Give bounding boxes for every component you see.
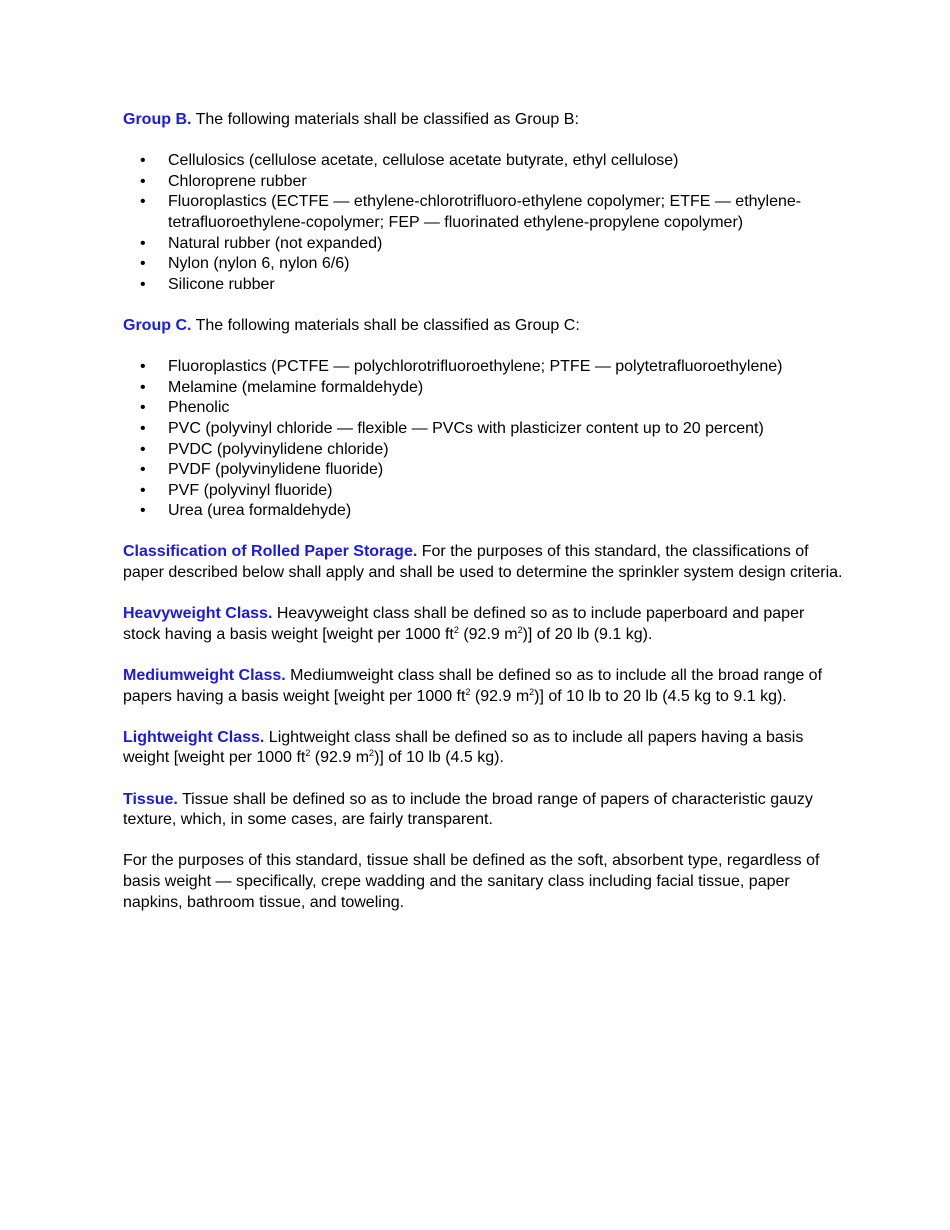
superscript: 2 — [305, 748, 311, 759]
list-item — [123, 460, 843, 481]
heavyweight-heading: Heavyweight Class. — [123, 605, 273, 623]
list-item-text: Fluoroplastics (PCTFE — polychlorotrifluoroethylene; PTFE — polytetrafluoroethylene) — [168, 358, 783, 376]
bullet-icon: • — [140, 440, 146, 458]
tissue-text: Tissue shall be defined so as to include the broad range of papers of characteristic gauzy texture, which, in some cases, are fairly transparent. — [123, 790, 813, 829]
bullet-icon: • — [140, 172, 146, 190]
list-item-text: PVDF (polyvinylidene fluoride) — [168, 461, 384, 479]
list-item-text: Chloroprene rubber — [168, 172, 307, 190]
heavyweight-text-a: Heavyweight class shall be defined so as to include paperboard and paper stock having a basis weight [weight per 1000 ft — [123, 605, 805, 643]
bullet-icon: • — [140, 358, 146, 376]
lightweight-text-c: )] of 10 lb (4.5 kg). — [374, 749, 504, 767]
list-item — [123, 398, 843, 419]
tissue-note-paragraph: For the purposes of this standard, tissue shall be defined as the soft, absorbent type, regardless of basis weight — specifically, crepe wadding and the sanitary class including facial tissue, paper napkins, bathroom tissue, and toweling. — [123, 852, 820, 911]
lightweight-paragraph — [123, 728, 843, 769]
group-b-paragraph — [123, 110, 843, 131]
list-item-text: Cellulosics (cellulose acetate, cellulose acetate butyrate, ethyl cellulose) — [168, 152, 679, 170]
list-item — [123, 172, 843, 193]
bullet-icon: • — [140, 193, 146, 211]
bullet-icon: • — [140, 234, 146, 252]
superscript: 2 — [529, 686, 535, 697]
mediumweight-text-b: (92.9 m — [470, 687, 530, 705]
lightweight-text-b: (92.9 m — [310, 749, 370, 767]
list-item — [123, 481, 843, 502]
list-item — [123, 275, 843, 296]
rolled-paper-text: For the purposes of this standard, the classifications of paper described below shall apply and shall be used to determine the sprinkler system design criteria. — [123, 543, 843, 582]
bullet-icon: • — [140, 461, 146, 479]
list-item-text: PVC (polyvinyl chloride — flexible — PVCs with plasticizer content up to 20 percent) — [168, 419, 764, 437]
list-item — [123, 357, 843, 378]
list-item — [123, 501, 843, 522]
list-item-text: PVDC (polyvinylidene chloride) — [168, 440, 389, 458]
list-item-text: Phenolic — [168, 399, 230, 417]
list-item — [123, 254, 843, 275]
bullet-icon: • — [140, 481, 146, 499]
list-item — [123, 151, 843, 172]
heavyweight-text-b: (92.9 m — [458, 625, 518, 643]
list-item — [123, 419, 843, 440]
rolled-paper-heading: Classification of Rolled Paper Storage. — [123, 543, 418, 561]
list-item — [123, 440, 843, 461]
list-item-text: Silicone rubber — [168, 275, 275, 293]
mediumweight-text-a: Mediumweight class shall be defined so as to include all the broad range of papers having a basis weight [weight per 1000 ft — [123, 667, 823, 705]
list-item-text: Fluoroplastics (ECTFE — ethylene-chlorotrifluoro-ethylene copolymer; ETFE — ethylene-tetrafluoroethylene-copolymer; FEP — fluorinated ethylene-propylene copolymer) — [168, 193, 802, 231]
tissue-heading: Tissue. — [123, 790, 178, 808]
bullet-icon: • — [140, 152, 146, 170]
group-b-list — [123, 151, 843, 295]
heavyweight-text-c: )] of 20 lb (9.1 kg). — [522, 625, 653, 643]
superscript: 2 — [465, 686, 471, 697]
rolled-paper-paragraph — [123, 542, 843, 583]
group-b-heading: Group B. — [123, 111, 192, 128]
list-item-text: PVF (polyvinyl fluoride) — [168, 481, 333, 499]
lightweight-heading: Lightweight Class. — [123, 728, 265, 746]
group-c-list — [123, 357, 843, 522]
group-b-intro: The following materials shall be classified as Group B: — [191, 111, 579, 128]
group-c-heading: Group C. — [123, 316, 192, 334]
bullet-icon: • — [140, 419, 146, 437]
mediumweight-paragraph — [123, 666, 843, 707]
mediumweight-text-c: )] of 10 lb to 20 lb (4.5 kg to 9.1 kg). — [534, 687, 787, 705]
heavyweight-paragraph — [123, 604, 843, 645]
group-c-paragraph — [123, 316, 843, 337]
superscript: 2 — [369, 748, 375, 759]
bullet-icon: • — [140, 275, 146, 293]
bullet-icon: • — [140, 378, 146, 396]
superscript: 2 — [517, 624, 523, 635]
lightweight-text-a: Lightweight class shall be defined so as to include all papers having a basis weight [weight per 1000 ft — [123, 728, 804, 767]
bullet-icon: • — [140, 502, 146, 520]
mediumweight-heading: Mediumweight Class. — [123, 667, 286, 685]
list-item — [123, 234, 843, 255]
list-item — [123, 192, 843, 233]
bullet-icon: • — [140, 255, 146, 273]
tissue-paragraph — [123, 790, 843, 831]
list-item-text: Natural rubber (not expanded) — [168, 234, 383, 252]
list-item-text: Urea (urea formaldehyde) — [168, 502, 352, 520]
bullet-icon: • — [140, 399, 146, 417]
superscript: 2 — [453, 624, 459, 635]
list-item-text: Nylon (nylon 6, nylon 6/6) — [168, 255, 350, 273]
list-item-text: Melamine (melamine formaldehyde) — [168, 378, 424, 396]
document-page — [123, 110, 843, 934]
group-c-intro: The following materials shall be classified as Group C: — [191, 316, 580, 334]
list-item — [123, 378, 843, 399]
